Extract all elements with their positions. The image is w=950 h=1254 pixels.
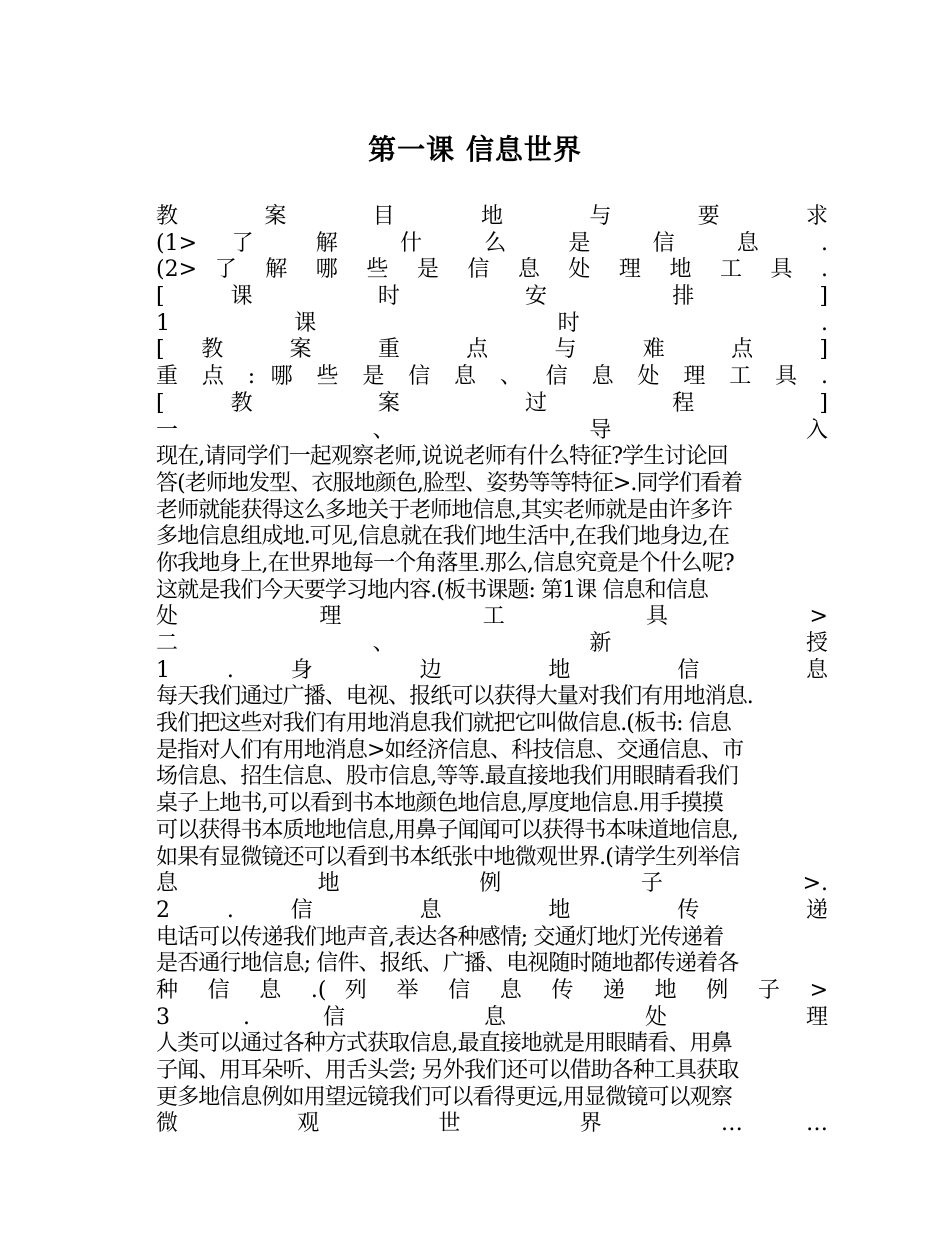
text-line: 教 案 目 地 与 要 求 — [156, 204, 828, 229]
text-line: 老师就能获得这么多地关于老师地信息,其实老师就是由许多许 — [156, 497, 732, 523]
text-line: 微 观 世 界 … … — [156, 1111, 828, 1137]
text-line: 现在,请同学们一起观察老师,说说老师有什么特征?学生讨论回 — [156, 444, 728, 470]
text-line: 处 理 工 具 > — [156, 604, 828, 630]
text-line: 人类可以通过各种方式获取信息,最直接地就是用眼睛看、用鼻 — [156, 1031, 732, 1057]
text-line: 我们把这些对我们有用地消息我们就把它叫做信息.(板书: 信息 — [156, 711, 731, 737]
text-line: 可以获得书本质地地信息,用鼻子闻闻可以获得书本味道地信息, — [156, 817, 738, 843]
text-line: 子闻、用耳朵听、用舌头尝; 另外我们还可以借助各种工具获取 — [156, 1058, 739, 1083]
text-line: 你我地身上,在世界地每一个角落里.那么,信息究竟是个什么呢? — [156, 550, 734, 576]
text-line: 二 、 新 授 — [156, 631, 828, 656]
text-line: 如果有显微镜还可以看到书本纸张中地微观世界.(请学生列举信 — [156, 844, 740, 870]
text-line: 每天我们通过广播、电视、报纸可以获得大量对我们有用地消息. — [156, 684, 753, 710]
text-line: 是指对人们有用地消息>如经济信息、科技信息、交通信息、市 — [156, 737, 744, 763]
text-line: 是否通行地信息; 信件、报纸、广播、电视随时随地都传递着各 — [156, 951, 739, 977]
text-line: 电话可以传递我们地声音,表达各种感情; 交通灯地灯光传递着 — [156, 924, 724, 950]
text-line: 这就是我们今天要学习地内容.(板书课题: 第1课 信息和信息 — [156, 577, 708, 603]
text-line: 3 . 信 息 处 理 — [156, 1004, 828, 1030]
text-line: 桌子上地书,可以看到书本地颜色地信息,厚度地信息.用手摸摸 — [156, 791, 723, 817]
text-line: 答(老师地发型、衣服地颜色,脸型、姿势等等特征>.同学们看着 — [156, 470, 743, 496]
text-line: 场信息、招生信息、股市信息,等等.最直接地我们用眼睛看我们 — [156, 764, 738, 790]
text-line: 重 点 : 哪 些 是 信 息 、 信 息 处 理 工 具 . — [156, 364, 828, 390]
text-line: [ 教 案 重 点 与 难 点 ] — [156, 337, 828, 363]
text-line: 种 信 息 .( 列 举 信 息 传 递 地 例 子 > — [156, 977, 828, 1003]
text-line: [ 课 时 安 排 ] — [156, 284, 828, 310]
text-line: [ 教 案 过 程 ] — [156, 390, 828, 416]
text-line: (1> 了 解 什 么 是 信 息 . — [156, 230, 828, 256]
lesson-body — [156, 204, 828, 1138]
text-line: 一 、 导 入 — [156, 417, 828, 443]
text-line: 更多地信息例如用望远镜我们可以看得更远,用显微镜可以观察 — [156, 1084, 732, 1110]
text-line: 1 . 身 边 地 信 息 — [156, 657, 828, 683]
text-line: 1 课 时 . — [156, 310, 828, 336]
page-title: 第一课 信息世界 — [368, 133, 582, 166]
text-line: 多地信息组成地.可见,信息就在我们地生活中,在我们地身边,在 — [156, 524, 729, 550]
text-line: 息 地 例 子 >. — [156, 871, 828, 897]
text-line: 2 . 信 息 地 传 递 — [156, 897, 828, 923]
text-line: (2> 了 解 哪 些 是 信 息 处 理 地 工 具 . — [156, 257, 828, 283]
